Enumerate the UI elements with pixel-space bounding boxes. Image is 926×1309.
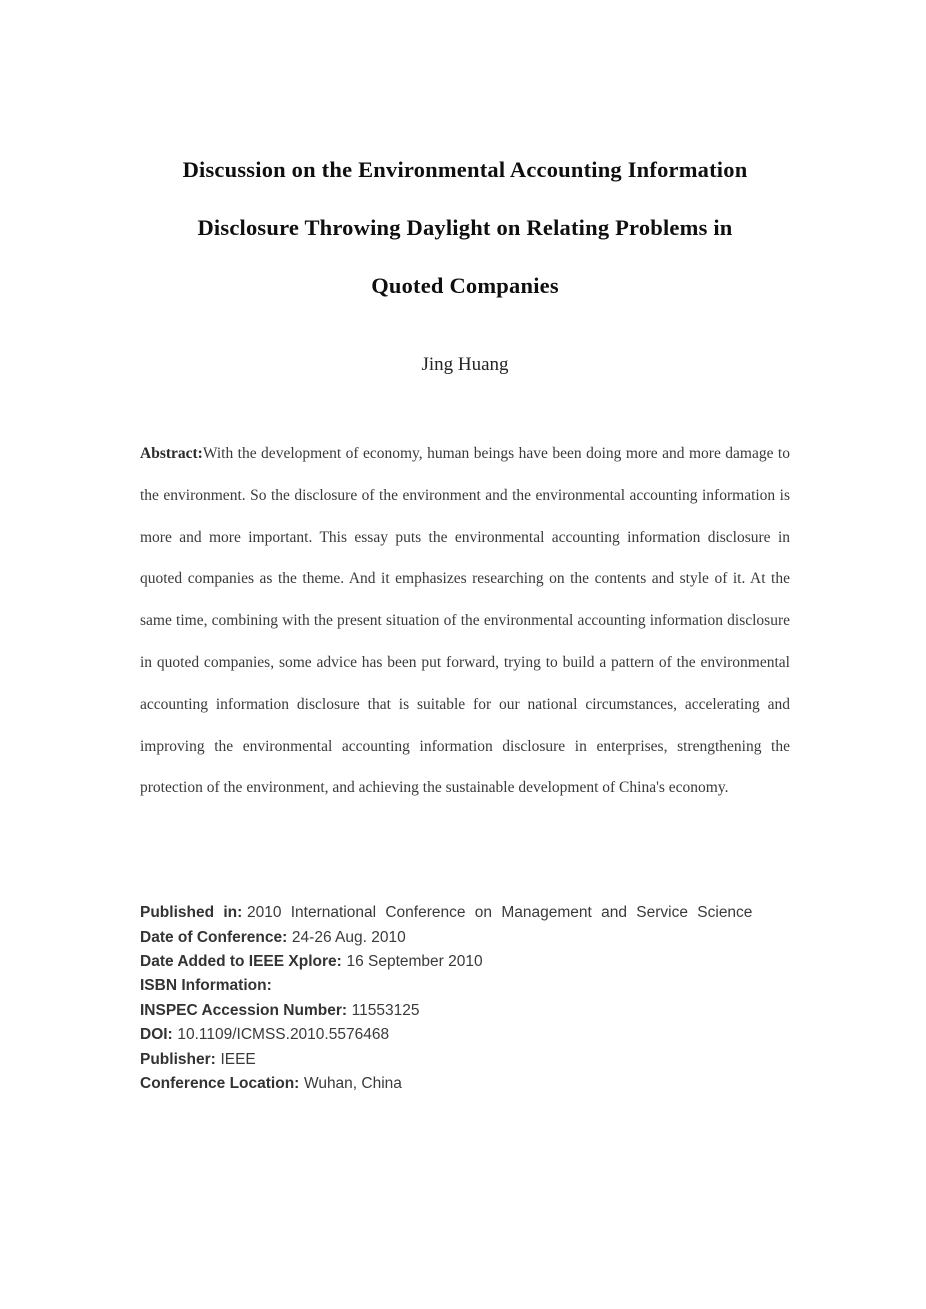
paper-title-line-2: Disclosure Throwing Daylight on Relating Problems in bbox=[197, 215, 733, 240]
metadata-label: Conference Location: bbox=[140, 1075, 300, 1093]
metadata-value: 10.1109/ICMSS.2010.5576468 bbox=[177, 1026, 390, 1044]
author-name: Jing Huang bbox=[421, 354, 509, 375]
metadata-value: 2010 International Conference on Management and Service Science bbox=[246, 904, 753, 922]
page-content bbox=[140, 0, 790, 1096]
metadata-row-inspec-accession-number bbox=[140, 999, 790, 1023]
metadata-label: DOI: bbox=[140, 1026, 173, 1044]
metadata-row-published-in bbox=[140, 901, 790, 925]
metadata-value: 24-26 Aug. 2010 bbox=[291, 928, 406, 946]
paper-title-line-1: Discussion on the Environmental Accounting Information bbox=[182, 157, 748, 182]
abstract-text: With the development of economy, human beings have been doing more and more damage to the environment. So the disclosure of the environment and the environmental accounting information is more and more important. This essay puts the environmental accounting information disclosure in quoted companies as the theme. And it emphasizes researching on the contents and style of it. At the same time, combining with the present situation of the environmental accounting information disclosure in quoted companies, some advice has been put forward, trying to build a pattern of the environmental accounting information disclosure that is suitable for our national circumstances, accelerating and improving the environmental accounting information disclosure in enterprises, strengthening the protection of the environment, and achieving the sustainable development of China's economy. bbox=[140, 445, 790, 797]
metadata-row-conference-location bbox=[140, 1072, 790, 1096]
publication-metadata bbox=[140, 901, 790, 1096]
metadata-row-doi bbox=[140, 1023, 790, 1047]
metadata-value: 16 September 2010 bbox=[346, 952, 483, 970]
metadata-row-publisher bbox=[140, 1048, 790, 1072]
metadata-label: Date Added to IEEE Xplore: bbox=[140, 952, 342, 970]
metadata-value: 11553125 bbox=[351, 1001, 420, 1019]
metadata-row-date-of-conference bbox=[140, 926, 790, 950]
metadata-row-date-added-to-ieee-xplore bbox=[140, 950, 790, 974]
metadata-label: Published in: bbox=[140, 904, 243, 922]
metadata-label: Date of Conference: bbox=[140, 928, 288, 946]
metadata-label: INSPEC Accession Number: bbox=[140, 1001, 348, 1019]
metadata-label: ISBN Information: bbox=[140, 977, 272, 995]
abstract-paragraph bbox=[140, 433, 790, 809]
paper-title-line-3: Quoted Companies bbox=[371, 273, 559, 298]
metadata-value: Wuhan, China bbox=[303, 1075, 402, 1093]
metadata-label: Publisher: bbox=[140, 1050, 216, 1068]
abstract-label: Abstract: bbox=[140, 445, 203, 462]
paper-title bbox=[140, 141, 790, 315]
metadata-row-isbn-information bbox=[140, 974, 790, 998]
metadata-value: IEEE bbox=[220, 1050, 256, 1068]
